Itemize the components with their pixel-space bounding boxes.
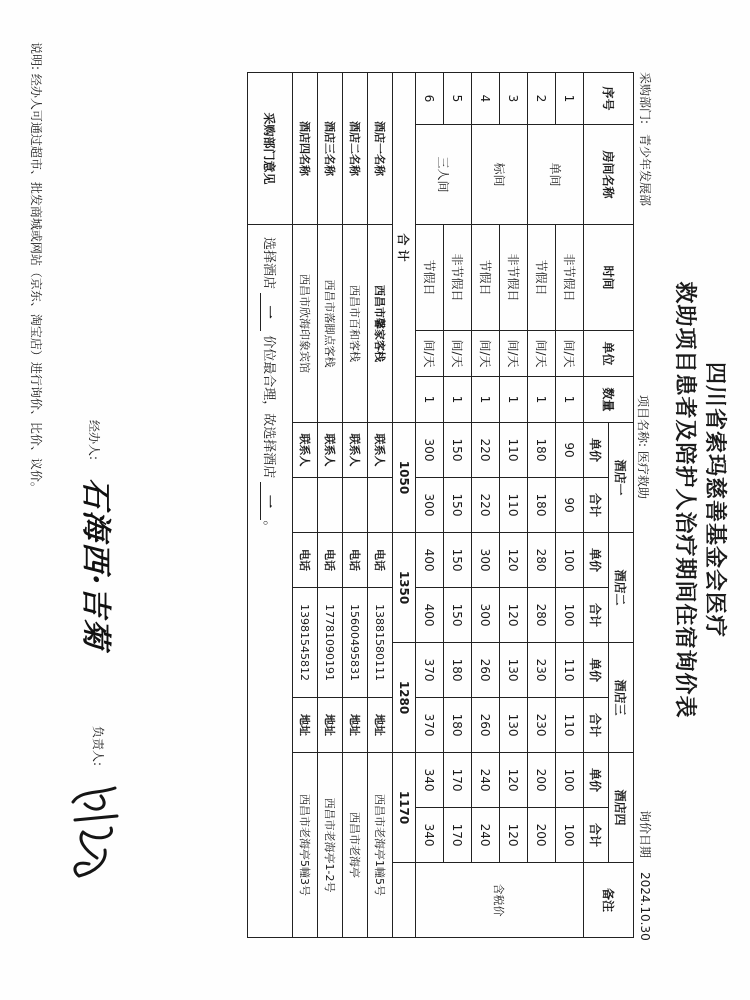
row-h1-total: 220: [472, 478, 500, 533]
h4-unit-price: 单价: [584, 753, 609, 808]
total-hotel1: 1050: [393, 423, 416, 533]
address-value: 西昌市老海亭: [343, 753, 368, 938]
row-h1-price: 300: [416, 423, 444, 478]
row-qty: 1: [500, 377, 528, 423]
room-group-triple: 三人间: [416, 125, 472, 225]
opinion-row: [248, 73, 293, 938]
table-row: [444, 73, 472, 938]
row-h4-total: 120: [500, 808, 528, 863]
row-h2-price: 100: [556, 533, 584, 588]
row-time: 节假日: [472, 225, 500, 331]
row-h1-price: 220: [472, 423, 500, 478]
contact-value: [343, 478, 368, 533]
row-h3-price: 180: [444, 643, 472, 698]
row-qty: 1: [556, 377, 584, 423]
row-h4-total: 100: [556, 808, 584, 863]
row-h2-price: 120: [500, 533, 528, 588]
phone-label: 电话: [368, 533, 393, 588]
hotel-label: 酒店四名称: [293, 73, 318, 225]
row-h3-price: 260: [472, 643, 500, 698]
hotel-info-row: [343, 73, 368, 938]
h4-total: 合计: [584, 808, 609, 863]
phone-label: 电话: [293, 533, 318, 588]
header-room: 房间名称: [584, 125, 634, 225]
hotel-name: 西昌市落脚点客栈: [318, 225, 343, 423]
phone-value: 13981545812: [293, 588, 318, 698]
row-qty: 1: [528, 377, 556, 423]
hotel-label: 酒店三名称: [318, 73, 343, 225]
header-hotel1: 酒店一: [609, 423, 634, 533]
row-h3-price: 130: [500, 643, 528, 698]
row-time: 节假日: [528, 225, 556, 331]
row-qty: 1: [444, 377, 472, 423]
row-h2-total: 280: [528, 588, 556, 643]
row-h1-total: 90: [556, 478, 584, 533]
date-value: 2024.10.30: [638, 872, 652, 941]
hotel-info-row: [293, 73, 318, 938]
row-h2-price: 400: [416, 533, 444, 588]
room-group-double: 标间: [472, 125, 528, 225]
row-h4-price: 240: [472, 753, 500, 808]
phone-label: 电话: [343, 533, 368, 588]
row-h3-price: 110: [556, 643, 584, 698]
row-time: 非节假日: [444, 225, 472, 331]
hotel-label: 酒店一名称: [368, 73, 393, 225]
opinion-pre: 选择酒店: [261, 237, 276, 290]
h3-total: 合计: [584, 698, 609, 753]
header-time: 时间: [584, 225, 634, 331]
row-h4-total: 200: [528, 808, 556, 863]
address-label: 地址: [368, 698, 393, 753]
opinion-mid: 价位最合理，故选择酒店: [261, 335, 276, 479]
contact-label: 联系人: [343, 423, 368, 478]
h2-total: 合计: [584, 588, 609, 643]
row-h2-total: 300: [472, 588, 500, 643]
dept-value: 青少年发展部: [638, 134, 652, 207]
h1-unit-price: 单价: [584, 423, 609, 478]
phone-value: 13881580111: [368, 588, 393, 698]
row-h4-price: 200: [528, 753, 556, 808]
header-remark: 备注: [584, 863, 634, 938]
contact-label: 联系人: [368, 423, 393, 478]
opinion-pick-2: 一: [260, 482, 280, 520]
row-h2-total: 100: [556, 588, 584, 643]
row-h2-price: 280: [528, 533, 556, 588]
footer-note: 说明: 经办人可通过超市、批发商城或网站（京东、淘宝店）进行询价、比价、议价。: [29, 42, 43, 494]
row-time: 非节假日: [556, 225, 584, 331]
address-value: 西昌市老海亭1幢5号: [368, 753, 393, 938]
total-hotel4: 1170: [393, 753, 416, 863]
row-h2-price: 300: [472, 533, 500, 588]
row-h4-price: 170: [444, 753, 472, 808]
row-h2-total: 120: [500, 588, 528, 643]
hotel-name: 西昌市馨家客栈: [368, 225, 393, 423]
totals-empty: [393, 863, 416, 938]
phone-value: 15600495831: [343, 588, 368, 698]
handler-signature: 石海西·吉菊: [78, 478, 113, 651]
row-h4-total: 240: [472, 808, 500, 863]
total-hotel2: 1350: [393, 533, 416, 643]
address-label: 地址: [293, 698, 318, 753]
contact-value: [318, 478, 343, 533]
row-h1-price: 110: [500, 423, 528, 478]
table-row: [556, 73, 584, 938]
document-title-line2: 救助项目患者及陪护人治疗期间住宿询价表: [672, 281, 698, 719]
dept-label: 采购部门:: [638, 72, 652, 125]
row-h4-total: 170: [444, 808, 472, 863]
address-label: 地址: [343, 698, 368, 753]
remark-tax-included: 含税价: [416, 863, 584, 938]
row-h2-total: 150: [444, 588, 472, 643]
totals-row: [393, 73, 416, 938]
row-unit: 间/天: [528, 331, 556, 377]
row-h3-price: 230: [528, 643, 556, 698]
row-unit: 间/天: [472, 331, 500, 377]
row-h3-total: 130: [500, 698, 528, 753]
document-title-line1: 四川省索玛慈善基金会医疗: [702, 361, 728, 638]
row-h3-total: 370: [416, 698, 444, 753]
row-h4-total: 340: [416, 808, 444, 863]
handler-label: 经办人:: [87, 420, 101, 461]
row-h3-total: 230: [528, 698, 556, 753]
price-inquiry-table: [247, 72, 634, 938]
hotel-name: 西昌市百和客栈: [343, 225, 368, 423]
totals-label: 合 计: [393, 73, 416, 423]
room-group-single: 单间: [528, 125, 584, 225]
header-hotel4: 酒店四: [609, 753, 634, 863]
address-label: 地址: [318, 698, 343, 753]
header-unit: 单位: [584, 331, 634, 377]
opinion-text: [248, 225, 293, 938]
header-qty: 数量: [584, 377, 634, 423]
table-header-row: [609, 73, 634, 938]
purchasing-department: [637, 72, 654, 206]
opinion-label: 采购部门意见: [248, 73, 293, 225]
project-name: 项目名称: 医疗救助: [636, 395, 650, 499]
responsible-label: 负责人:: [91, 726, 105, 767]
row-time: 非节假日: [500, 225, 528, 331]
h1-total: 合计: [584, 478, 609, 533]
header-seq: 序号: [584, 73, 634, 125]
signature-area: [65, 420, 125, 940]
row-h4-price: 100: [556, 753, 584, 808]
row-h2-total: 400: [416, 588, 444, 643]
phone-label: 电话: [318, 533, 343, 588]
row-seq: 4: [472, 73, 500, 125]
opinion-end: 。: [261, 520, 276, 534]
row-qty: 1: [416, 377, 444, 423]
row-h1-price: 90: [556, 423, 584, 478]
address-value: 西昌市老海亭5幢3号: [293, 753, 318, 938]
hotel-info-row: [368, 73, 393, 938]
row-h3-price: 370: [416, 643, 444, 698]
row-unit: 间/天: [500, 331, 528, 377]
row-unit: 间/天: [444, 331, 472, 377]
row-seq: 2: [528, 73, 556, 125]
row-seq: 3: [500, 73, 528, 125]
hotel-name: 西昌市欣海印象宾馆: [293, 225, 318, 423]
row-h1-total: 150: [444, 478, 472, 533]
contact-value: [293, 478, 318, 533]
contact-value: [368, 478, 393, 533]
address-value: 西昌市老海亭1-2号: [318, 753, 343, 938]
row-h1-price: 150: [444, 423, 472, 478]
row-h3-total: 180: [444, 698, 472, 753]
row-time: 节假日: [416, 225, 444, 331]
row-h2-price: 150: [444, 533, 472, 588]
responsible-signature-icon: [67, 780, 125, 890]
row-seq: 5: [444, 73, 472, 125]
row-h1-total: 180: [528, 478, 556, 533]
row-h3-total: 260: [472, 698, 500, 753]
row-h4-price: 120: [500, 753, 528, 808]
phone-value: 17781090191: [318, 588, 343, 698]
h2-unit-price: 单价: [584, 533, 609, 588]
header-hotel3: 酒店三: [609, 643, 634, 753]
date-label: 询价日期: [638, 810, 652, 859]
header-hotel2: 酒店二: [609, 533, 634, 643]
row-qty: 1: [472, 377, 500, 423]
row-h1-total: 300: [416, 478, 444, 533]
row-h4-price: 340: [416, 753, 444, 808]
h3-unit-price: 单价: [584, 643, 609, 698]
hotel-label: 酒店二名称: [343, 73, 368, 225]
row-h1-price: 180: [528, 423, 556, 478]
hotel-info-row: [318, 73, 343, 938]
inquiry-date: [637, 810, 654, 941]
row-h1-total: 110: [500, 478, 528, 533]
row-seq: 6: [416, 73, 444, 125]
row-h3-total: 110: [556, 698, 584, 753]
row-seq: 1: [556, 73, 584, 125]
total-hotel3: 1280: [393, 643, 416, 753]
contact-label: 联系人: [318, 423, 343, 478]
table-row: [500, 73, 528, 938]
opinion-pick-1: 一: [260, 293, 280, 331]
row-unit: 间/天: [556, 331, 584, 377]
row-unit: 间/天: [416, 331, 444, 377]
contact-label: 联系人: [293, 423, 318, 478]
